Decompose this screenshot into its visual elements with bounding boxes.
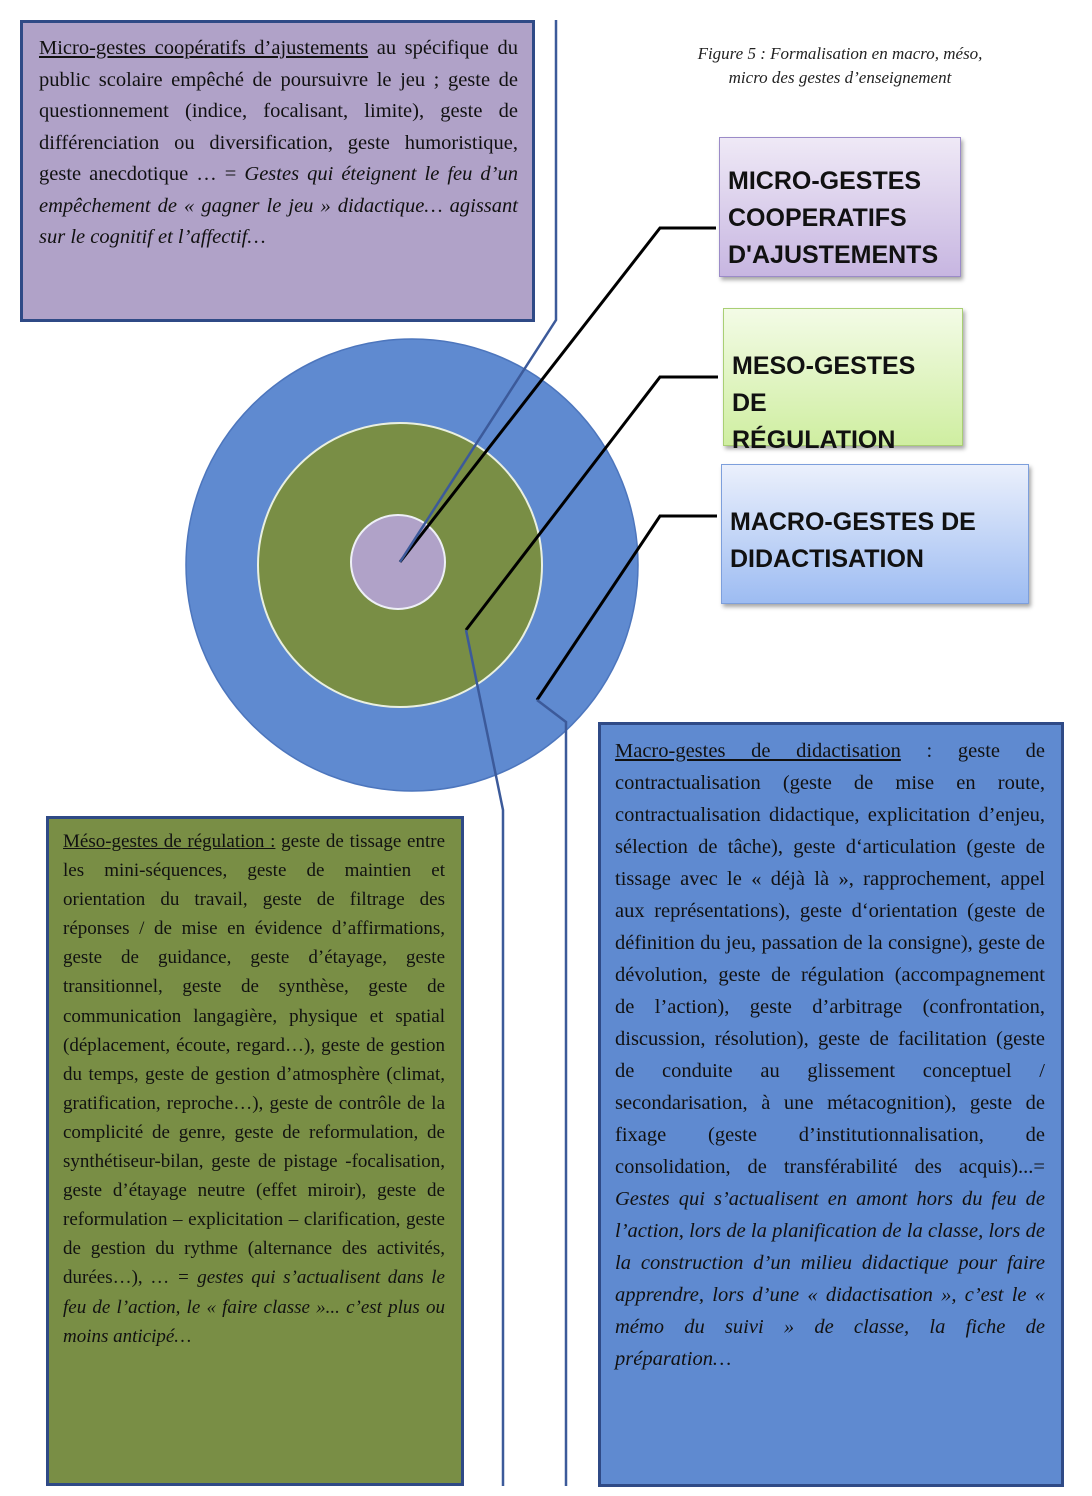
label-meso-line-2: RÉGULATION: [732, 426, 896, 454]
macro-box-body: : geste de contractualisation (geste de mise en route, contractualisation didactique, explicitation d’enjeu, sélection de tâche), geste d‘articulation (geste de tissage avec le « déjà là », rapprochement, appel aux représentations), geste d‘orientation (geste de définition du jeu, passation de la consigne), geste de dévolution, geste de régulation (accompagnement de l’action), geste d’arbitrage (confrontation, discussion, résolution), geste de facilitation (geste de conduite au glissement conceptuel / secondarisation, à une métacognition), geste de fixage (geste d’institutionnalisation, de consolidation, de transférabilité des acquis)...=: [615, 740, 1046, 1178]
inner-circle-micro: [351, 515, 445, 609]
label-meso-line-1: MESO-GESTES DE: [732, 352, 916, 417]
micro-box-heading: Micro-gestes coopératifs d’ajustements: [39, 37, 369, 59]
meso-gestes-description-box: [46, 816, 464, 1486]
label-meso-gestes: [723, 308, 963, 454]
meso-box-body: geste de tissage entre les mini-séquences, geste de maintien et orientation du travail, geste de filtrage des réponses / de mise en évidence d’affirmations, geste de guidance, geste d’étayage, geste transitionnel, geste de synthèse, geste de communication langagière, physique et spatial (déplacement, écoute, regard…), geste de gestion du temps, geste de gestion d’atmosphère (climat, gratification, reproche…), geste de contrôle de la complicité de genre, geste de reformulation, de synthétiseur-bilan, geste de pistage -focalisation, geste d’étayage neutre (effet miroir), geste de reformulation – explicitation – clarification, geste de gestion du rythme (alternance des activités, durées…), …: [63, 831, 445, 1289]
caption-line-2: micro des gestes d’enseignement: [728, 68, 952, 87]
meso-box-italic: = gestes qui s’actualisent dans le feu de l’action, le « faire classe »... c’est plus ou moins anticipé…: [63, 1267, 445, 1347]
label-micro-gestes: [719, 137, 961, 277]
macro-gestes-description-box: [598, 722, 1064, 1487]
micro-box-italic: Gestes qui éteignent le feu d’un empêchement de « gagner le jeu » didactique… agissant sur le cognitif et l’affectif…: [39, 163, 518, 248]
label-micro-line-3: D'AJUSTEMENTS: [728, 241, 939, 269]
micro-gestes-description-box: [20, 20, 535, 322]
meso-box-text: [63, 827, 445, 1351]
caption-line-1: Figure 5 : Formalisation en macro, méso,: [697, 44, 983, 63]
label-macro-line-2: DIDACTISATION: [730, 545, 924, 573]
label-micro-line-2: COOPERATIFS: [728, 204, 907, 232]
micro-box-body: au spécifique du public scolaire empêché de poursuivre le jeu ; geste de questionnement (indice, focalisant, limite), geste de différenciation ou diversification, geste humoristique, geste anecdotique … =: [39, 37, 518, 185]
micro-box-text: [39, 33, 518, 254]
label-macro-gestes: [721, 464, 1029, 604]
label-macro-line-1: MACRO-GESTES DE: [730, 508, 976, 536]
macro-box-text: [615, 735, 1045, 1375]
macro-box-italic: Gestes qui s’actualisent en amont hors du feu de l’action, lors de la planification de la classe, lors de la construction d’un milieu didactique pour faire apprendre, lors d’une « didactisation », c’est le « mémo du suivi » de classe, la fiche de préparation…: [615, 1188, 1045, 1370]
meso-box-heading: Méso-gestes de régulation :: [63, 831, 276, 852]
connector-macro-box: [537, 700, 566, 1486]
label-micro-line-1: MICRO-GESTES: [728, 167, 922, 195]
macro-box-heading: Macro-gestes de didactisation: [615, 740, 901, 762]
figure-caption: [660, 42, 1020, 90]
